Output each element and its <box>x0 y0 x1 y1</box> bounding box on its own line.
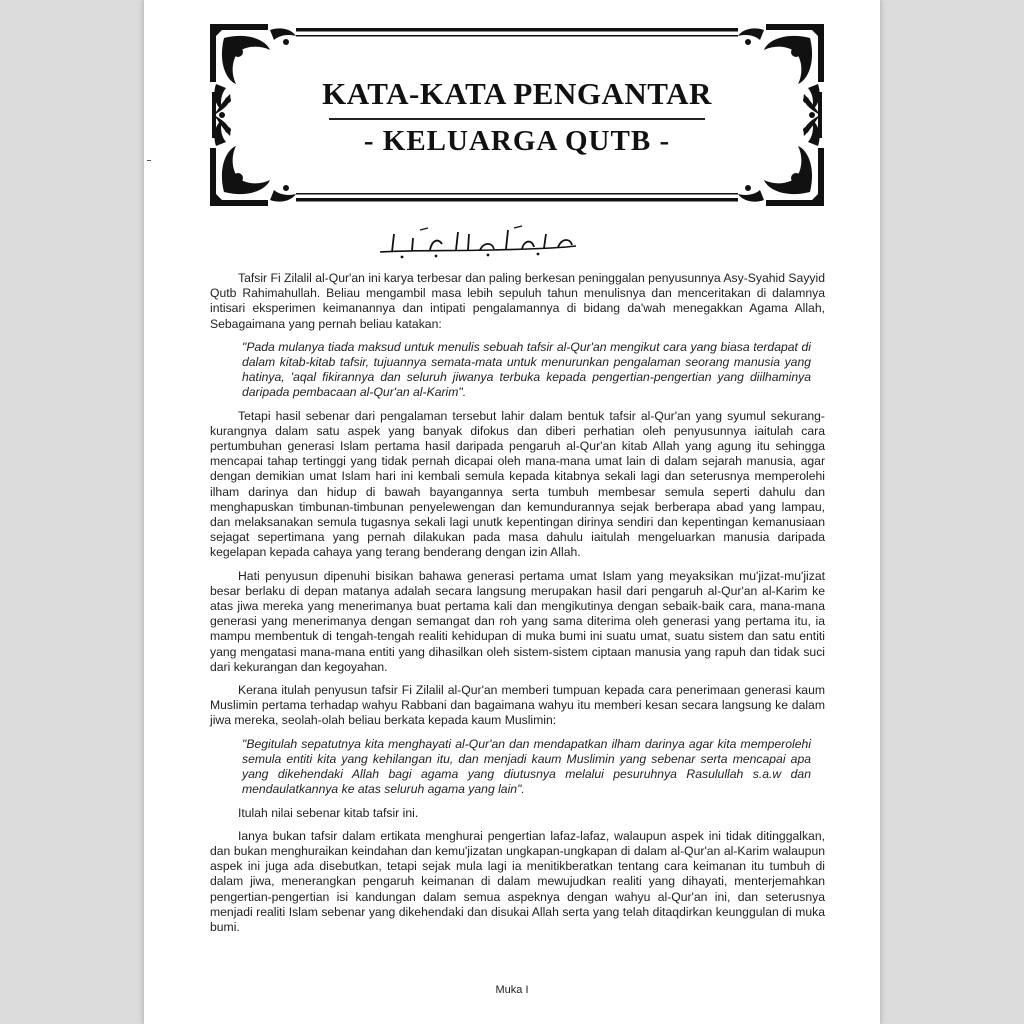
bismillah-calligraphy-image <box>372 222 582 262</box>
paragraph-1: Tafsir Fi Zilalil al-Qur'an ini karya terbesar dan paling berkesan peninggalan penyusunnya Asy-Syahid Sayyid Qutb Rahimahullah. Beliau mengambil masa lebih sepuluh tahun menulisnya dan menceritakan di dalamnya intisari eksperimen keimanannya dan intipati pengalamannya di bidang da'wah menegakkan Agama Allah, Sebagaimana yang pernah beliau katakan: <box>210 271 825 331</box>
document-page <box>144 0 880 1024</box>
title-frame <box>208 22 826 208</box>
title-block <box>208 76 826 158</box>
page-title: KATA-KATA PENGANTAR <box>322 76 712 111</box>
page-subtitle: - KELUARGA QUTB - <box>363 125 671 157</box>
page-number: Muka I <box>495 984 529 996</box>
paragraph-6: Ianya bukan tafsir dalam ertikata menghurai pengertian lafaz-lafaz, walaupun aspek ini tidak ditinggalkan, dan bukan menghuraikan keindahan dan kemu'jizatan ungkapan-ungkapan di dalam al-Qur'an al-Karim walaupun aspek ini juga ada disebutkan, tetapi sejak mula lagi ia menitikberatkan tentang cara keimanan itu tumbuh di dalam jiwa, menerangkan pengaruh keimanan di dalam mewujudkan realiti yang dihayati, menterjemahkan pengertian-pengertian isi kandungan dalam semua aspeknya dengan wahyu al-Qur'an ini, dan seterusnya menjadi realiti Islam sebenar yang dikehendaki dan disukai Allah serta yang telah ditaqdirkan keunggulan di muka bumi. <box>210 828 825 934</box>
paragraph-3: Hati penyusun dipenuhi bisikan bahawa generasi pertama umat Islam yang meyaksikan mu'jizat-mu'jizat besar berlaku di depan matanya adalah secara langsung merupakan hasil dari pengaruh al-Qur'an al-Karim ke atas jiwa mereka yang menerimanya buat pertama kali dan mengikutinya dengan sebaik-baik cara, mana-mana generasi yang menerimanya dengan semangat dan roh yang sama diterima oleh generasi yang pertama itu, ia mampu membentuk di tengah-tengah realiti kehidupan di muka bumi ini suatu umat, suatu sistem dan satu entiti yang mengatasi mana-mana entiti yang dihasilkan oleh sistem-sistem ciptaan manusia yang rapuh dan tidak suci dari kekurangan dan kegoyahan. <box>210 568 825 674</box>
quote-1: "Pada mulanya tiada maksud untuk menulis sebuah tafsir al-Qur'an mengikut cara yang biasa terdapat di dalam kitab-kitab tafsir, tujuannya semata-mata untuk menurunkan pengalaman seorang manusia yang hatinya, 'aqal fikirannya dan seluruh jiwanya terbuka kepada pengertian-pengertian yang diilhaminya daripada pembacaan al-Qur'an al-Karim". <box>242 339 811 400</box>
paragraph-2: Tetapi hasil sebenar dari pengalaman tersebut lahir dalam bentuk tafsir al-Qur'an yang syumul sekurang-kurangnya dalam satu aspek yang banyak difokus dan diberi perhatian oleh penyusunnya iaitulah cara pertumbuhan generasi Islam pertama hasil daripada pengaruh al-Qur'an kitab Allah yang agung itu sehingga mencapai tahap tertinggi yang tidak pernah dicapai oleh mana-mana umat lain di dalam sejarah manusia, agar dengan demikian umat Islam hari ini kembali semula kepada kitabnya sekali lagi dan seterusnya memperolehi ilham darinya dan hidup di bawah bayangannya serta tumbuh membesar semula seperti dahulu dan menghapuskan timbunan-timbunan penyelewengan dan kemundurannya sejak berberapa abad yang lampau, dan melaksanakan semula tugasnya sekali lagi unutk kepentingan dirinya sendiri dan kepentingan kemanusiaan sejagat sepertimana yang pernah dilakukan pada masa dahulu iaitulah mengeluarkan manusia daripada kegelapan kepada cahaya yang terang benderang dengan izin Allah. <box>210 408 825 560</box>
title-divider <box>329 118 705 120</box>
quote-2: "Begitulah sepatutnya kita menghayati al-Qur'an dan mendapatkan ilham darinya agar kita memperolehi semula entiti kita yang kehilangan itu, dan menjadi kaum Muslimin yang sebenar serta mencapai apa yang dikehendaki Allah bagi agama yang diutusnya melalui pesuruhnya Rasulullah s.a.w dan mendaulatkannya ke atas seluruh agama yang lain". <box>242 736 811 797</box>
paragraph-4: Kerana itulah penyusun tafsir Fi Zilalil al-Qur'an memberi tumpuan kepada cara penerimaan generasi kaum Muslimin pertama terhadap wahyu Rabbani dan bagaimana wahyu itu memberi kesan secara langsung ke dalam jiwa mereka, seolah-olah beliau berkata kepada kaum Muslimin: <box>210 683 825 728</box>
scan-mark <box>147 160 151 161</box>
paragraph-5: Itulah nilai sebenar kitab tafsir ini. <box>238 805 419 820</box>
bismillah-calligraphy <box>372 222 582 262</box>
body-text <box>210 271 825 943</box>
